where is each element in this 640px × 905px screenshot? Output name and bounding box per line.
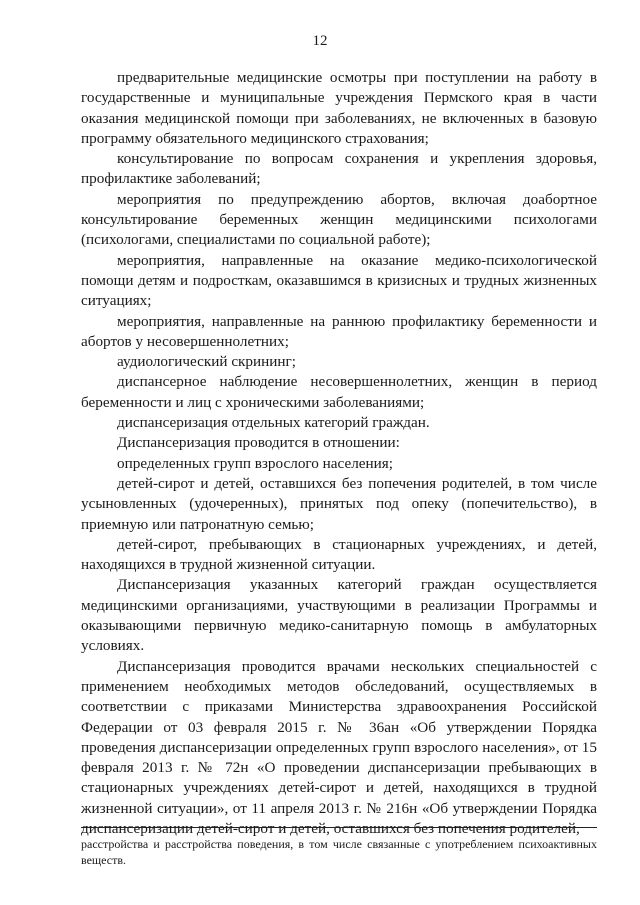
paragraph: мероприятия, направленные на раннюю профилактику беременности и абортов у несовершеннолетних; [81, 312, 597, 350]
paragraph: предварительные медицинские осмотры при поступлении на работу в государственные и муниципальные учреждения Пермского края в части оказания медицинской помощи при заболеваниях, не включенных в базовую программу обязательного медицинского страхования; [81, 69, 597, 147]
paragraph: детей-сирот и детей, оставшихся без попечения родителей, в том числе усыновленных (удочеренных), принятых под опеку (попечительство), в приемную или патронатную семью; [81, 474, 597, 533]
paragraph: Диспансеризация проводится в отношении: [117, 434, 400, 452]
page-number: 12 [312, 33, 328, 49]
paragraph: аудиологический скрининг; [117, 353, 296, 371]
paragraph: Диспансеризация проводится врачами нескольких специальностей с применением необходимых методов обследований, осуществляемых в соответствии с приказами Министерства здравоохранения Российской Федерации от 03 февраля 2015 г. № 36ан «Об утверждении Порядка проведения диспансеризации определенных групп взрослого населения», от 15 февраля 2013 г. № 72н «О проведении диспансеризации пребывающих в стационарных учреждениях детей-сирот и детей, находящихся в трудной жизненной ситуации», от 11 апреля 2013 г. № 216н «Об утверждении Порядка диспансеризации детей-сирот и детей, оставшихся без попечения родителей, [81, 657, 597, 837]
footnote: расстройства и расстройства поведения, в том числе связанные с употреблением психоактивных веществ. [81, 837, 597, 867]
footnote-divider [81, 827, 597, 828]
paragraph: диспансеризация отдельных категорий граждан. [117, 414, 430, 432]
paragraph: определенных групп взрослого населения; [117, 454, 393, 472]
document-body [81, 68, 597, 839]
paragraph: Диспансеризация указанных категорий граждан осуществляется медицинскими организациями, участвующими в реализации Программы и оказывающими первичную медико-санитарную помощь в амбулаторных условиях. [81, 576, 597, 655]
paragraph: мероприятия по предупреждению абортов, включая доабортное консультирование беременных женщин медицинскими психологами (психологами, специалистами по социальной работе); [81, 190, 597, 249]
paragraph: детей-сирот, пребывающих в стационарных учреждениях, и детей, находящихся в трудной жизненной ситуации. [81, 535, 597, 574]
paragraph: консультирование по вопросам сохранения и укрепления здоровья, профилактике заболеваний; [81, 150, 597, 188]
paragraph: диспансерное наблюдение несовершеннолетних, женщин в период беременности и лиц с хроническими заболеваниями; [81, 373, 597, 411]
paragraph: мероприятия, направленные на оказание медико-психологической помощи детям и подросткам, оказавшимся в кризисных и трудных жизненных ситуациях; [81, 251, 597, 310]
